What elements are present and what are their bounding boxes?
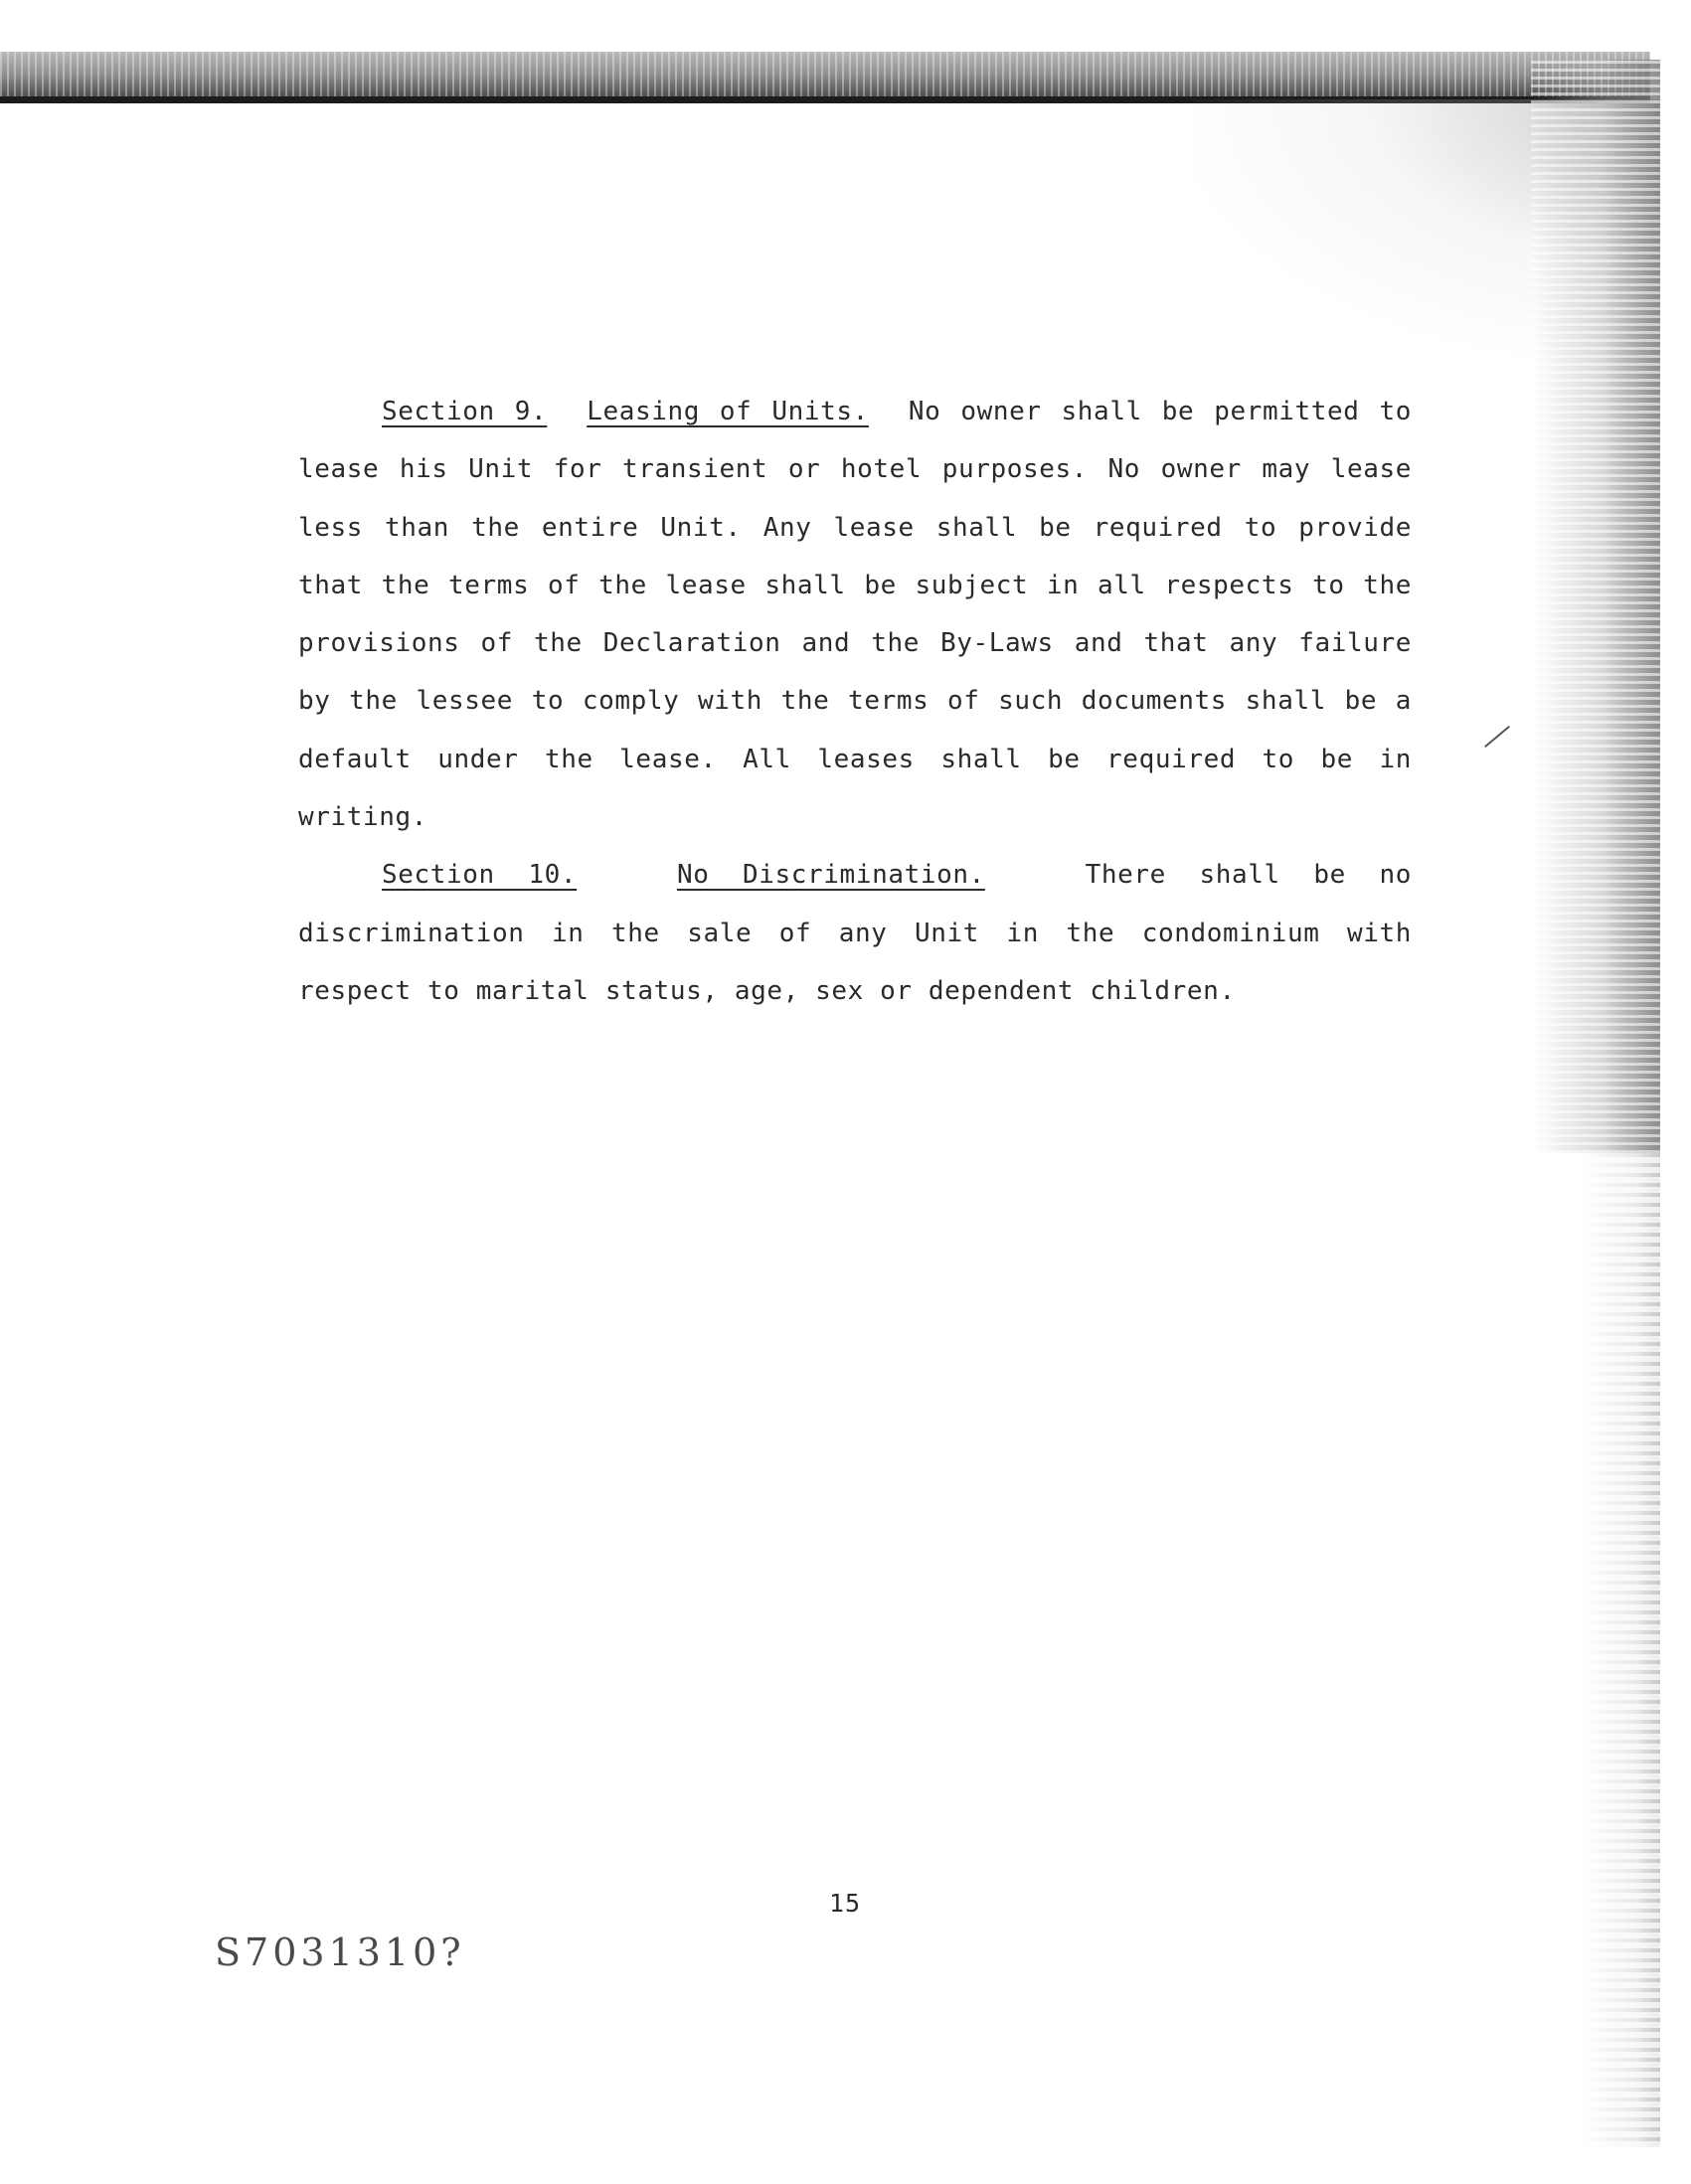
section-10-label: Section 10. <box>382 860 578 891</box>
section-10-text: There shall be no discrimination in the sale of any Unit in the condominium with respect to marital status, age, sex or dependent children. <box>298 860 1412 1006</box>
scan-border-right <box>1531 60 1660 1153</box>
scan-border-top <box>0 52 1650 103</box>
section-10-heading: No Discrimination. <box>676 860 985 891</box>
section-9-label: Section 9. <box>382 397 548 426</box>
scan-border-right-lower <box>1581 1153 1660 2147</box>
section-9-paragraph <box>298 383 1412 846</box>
section-10-paragraph <box>298 846 1412 1020</box>
section-9-heading: Leasing of Units. <box>587 397 869 426</box>
document-control-number: S7031310? <box>215 1931 465 1974</box>
stray-pen-mark <box>1484 726 1510 748</box>
page-number: 15 <box>828 1889 862 1918</box>
document-body <box>298 383 1412 1020</box>
section-9-text: No owner shall be permitted to lease his Unit for transient or hotel purposes. No owner may lease less than the entire Unit. Any lease shall be required to provide that the terms of the lease shall be subject in all respects to the provisions of the Declaration and the By-Laws and that any failure by the lessee to comply with the terms of such documents shall be a default under the lease. All leases shall be required to be in writing. <box>298 397 1413 833</box>
